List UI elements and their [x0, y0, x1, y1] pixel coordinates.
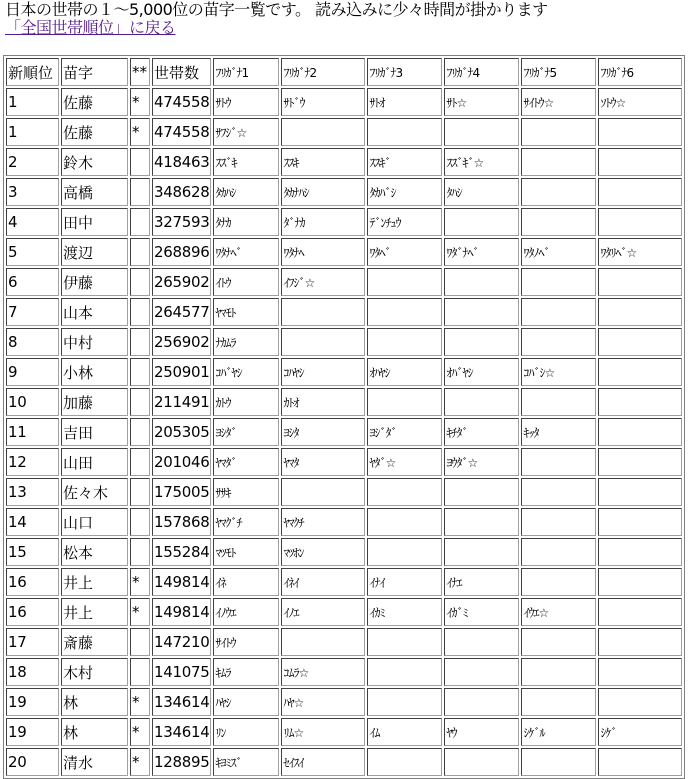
- cell-mark: [130, 328, 150, 356]
- page-intro-text: 日本の世帯の１～5,000位の苗字一覧です。 読み込みに少々時間が掛かります: [5, 0, 548, 19]
- cell-mark: [130, 358, 150, 386]
- cell-furigana-5: [521, 388, 596, 416]
- cell-surname: 佐々木: [61, 478, 128, 506]
- cell-furigana-6: [598, 418, 682, 446]
- cell-furigana-5: [521, 748, 596, 776]
- cell-furigana-5: [521, 148, 596, 176]
- cell-surname: 清水: [61, 748, 128, 776]
- cell-furigana-4: [444, 268, 519, 296]
- cell-households: 149814: [152, 598, 211, 626]
- table-row: [6, 448, 682, 476]
- cell-surname: 小林: [61, 358, 128, 386]
- cell-furigana-2: ﾔﾏﾀ: [281, 448, 365, 476]
- cell-mark: [130, 148, 150, 176]
- cell-furigana-3: ｲｶﾐ: [367, 598, 442, 626]
- cell-surname: 高橋: [61, 178, 128, 206]
- cell-mark: [130, 658, 150, 686]
- cell-furigana-2: ﾜﾀﾅﾍ: [281, 238, 365, 266]
- cell-furigana-4: [444, 298, 519, 326]
- cell-furigana-2: ﾀﾞﾅｶ: [281, 208, 365, 236]
- cell-furigana-2: [281, 118, 365, 146]
- cell-furigana-5: [521, 328, 596, 356]
- table-row: [6, 388, 682, 416]
- cell-furigana-1: ﾖｼﾀﾞ: [213, 418, 279, 446]
- cell-furigana-2: ﾏﾂﾎﾝ: [281, 538, 365, 566]
- cell-furigana-2: ﾖｼﾀ: [281, 418, 365, 446]
- cell-furigana-5: [521, 538, 596, 566]
- cell-mark: [130, 388, 150, 416]
- cell-furigana-5: [521, 178, 596, 206]
- cell-rank: 17: [6, 628, 59, 656]
- header-mark: **: [130, 58, 150, 86]
- cell-furigana-1: ﾜﾀﾅﾍﾞ: [213, 238, 279, 266]
- cell-furigana-3: [367, 538, 442, 566]
- cell-furigana-1: ﾅｶﾑﾗ: [213, 328, 279, 356]
- cell-households: 265902: [152, 268, 211, 296]
- cell-furigana-4: ｵﾊﾞﾔｼ: [444, 358, 519, 386]
- table-row: [6, 568, 682, 596]
- cell-furigana-4: [444, 208, 519, 236]
- cell-mark: [130, 508, 150, 536]
- cell-furigana-3: [367, 688, 442, 716]
- header-surname: 苗字: [61, 58, 128, 86]
- cell-surname: 林: [61, 688, 128, 716]
- header-furigana-1: ﾌﾘｶﾞﾅ1: [213, 58, 279, 86]
- cell-rank: 16: [6, 598, 59, 626]
- cell-mark: [130, 238, 150, 266]
- cell-households: 348628: [152, 178, 211, 206]
- cell-furigana-4: ｲｶﾞﾐ: [444, 598, 519, 626]
- cell-furigana-5: [521, 118, 596, 146]
- table-row: [6, 238, 682, 266]
- cell-households: 256902: [152, 328, 211, 356]
- cell-mark: [130, 178, 150, 206]
- cell-furigana-4: ｲﾅｴ: [444, 568, 519, 596]
- cell-furigana-1: ﾔﾏﾀﾞ: [213, 448, 279, 476]
- cell-furigana-4: ﾜﾀﾞﾅﾍﾞ: [444, 238, 519, 266]
- cell-furigana-5: [521, 688, 596, 716]
- cell-furigana-3: [367, 118, 442, 146]
- cell-furigana-5: [521, 508, 596, 536]
- cell-mark: *: [130, 568, 150, 596]
- cell-furigana-2: [281, 478, 365, 506]
- header-rank: 新順位: [6, 58, 59, 86]
- cell-furigana-2: ﾊﾔ☆: [281, 688, 365, 716]
- cell-furigana-4: [444, 508, 519, 536]
- cell-furigana-1: ﾔﾏﾓﾄ: [213, 298, 279, 326]
- cell-furigana-6: [598, 628, 682, 656]
- cell-furigana-3: ｻﾄｵ: [367, 88, 442, 116]
- cell-furigana-5: [521, 298, 596, 326]
- cell-surname: 山田: [61, 448, 128, 476]
- cell-furigana-2: ｺﾑﾗ☆: [281, 658, 365, 686]
- cell-rank: 1: [6, 118, 59, 146]
- cell-rank: 14: [6, 508, 59, 536]
- cell-households: 474558: [152, 88, 211, 116]
- cell-households: 250901: [152, 358, 211, 386]
- header-furigana-6: ﾌﾘｶﾞﾅ6: [598, 58, 682, 86]
- cell-mark: [130, 538, 150, 566]
- cell-furigana-4: ﾔｳ: [444, 718, 519, 746]
- cell-mark: [130, 268, 150, 296]
- cell-households: 268896: [152, 238, 211, 266]
- table-row: [6, 118, 682, 146]
- cell-furigana-1: ｲﾉｳｴ: [213, 598, 279, 626]
- table-header-row: [6, 58, 682, 86]
- cell-households: 134614: [152, 688, 211, 716]
- cell-mark: *: [130, 118, 150, 146]
- cell-furigana-3: ﾃﾞﾝﾁｭｳ: [367, 208, 442, 236]
- cell-rank: 20: [6, 748, 59, 776]
- cell-furigana-6: ｼｹﾞ: [598, 718, 682, 746]
- cell-surname: 林: [61, 718, 128, 746]
- cell-furigana-4: [444, 118, 519, 146]
- cell-rank: 7: [6, 298, 59, 326]
- cell-households: 128895: [152, 748, 211, 776]
- cell-furigana-6: ｿﾄｳ☆: [598, 88, 682, 116]
- cell-furigana-2: ｽｽｷ: [281, 148, 365, 176]
- cell-furigana-2: ﾘﾑ☆: [281, 718, 365, 746]
- cell-mark: [130, 628, 150, 656]
- cell-furigana-4: [444, 538, 519, 566]
- cell-mark: *: [130, 598, 150, 626]
- cell-furigana-6: [598, 178, 682, 206]
- cell-furigana-5: [521, 268, 596, 296]
- table-row: [6, 478, 682, 506]
- cell-rank: 9: [6, 358, 59, 386]
- cell-households: 264577: [152, 298, 211, 326]
- header-furigana-5: ﾌﾘｶﾞﾅ5: [521, 58, 596, 86]
- cell-furigana-3: ｵﾊﾔｼ: [367, 358, 442, 386]
- cell-furigana-6: [598, 748, 682, 776]
- cell-rank: 5: [6, 238, 59, 266]
- cell-mark: *: [130, 688, 150, 716]
- cell-furigana-1: ｻｲﾄｳ: [213, 628, 279, 656]
- cell-furigana-3: ﾀｶﾊﾞｼ: [367, 178, 442, 206]
- table-row: [6, 328, 682, 356]
- table-row: [6, 748, 682, 776]
- cell-furigana-2: ｲﾌｼﾞ☆: [281, 268, 365, 296]
- cell-rank: 2: [6, 148, 59, 176]
- cell-furigana-2: ｺﾊﾔｼ: [281, 358, 365, 386]
- cell-furigana-5: ｲｳｴ☆: [521, 598, 596, 626]
- cell-rank: 19: [6, 718, 59, 746]
- cell-rank: 3: [6, 178, 59, 206]
- cell-mark: *: [130, 748, 150, 776]
- cell-mark: [130, 298, 150, 326]
- cell-mark: [130, 208, 150, 236]
- cell-furigana-6: [598, 118, 682, 146]
- cell-mark: *: [130, 718, 150, 746]
- cell-surname: 中村: [61, 328, 128, 356]
- cell-furigana-5: [521, 628, 596, 656]
- cell-rank: 12: [6, 448, 59, 476]
- cell-furigana-6: [598, 358, 682, 386]
- header-furigana-3: ﾌﾘｶﾞﾅ3: [367, 58, 442, 86]
- cell-furigana-3: ｽｽｷﾞ: [367, 148, 442, 176]
- table-row: [6, 268, 682, 296]
- cell-furigana-5: [521, 478, 596, 506]
- cell-mark: [130, 448, 150, 476]
- cell-surname: 田中: [61, 208, 128, 236]
- cell-households: 149814: [152, 568, 211, 596]
- cell-furigana-4: ｷﾁﾀﾞ: [444, 418, 519, 446]
- header-furigana-4: ﾌﾘｶﾞﾅ4: [444, 58, 519, 86]
- cell-furigana-6: [598, 448, 682, 476]
- cell-furigana-3: [367, 658, 442, 686]
- surname-ranking-table: [3, 55, 685, 779]
- table-row: [6, 598, 682, 626]
- cell-households: 147210: [152, 628, 211, 656]
- cell-furigana-1: ﾔﾏｸﾞﾁ: [213, 508, 279, 536]
- cell-furigana-5: [521, 568, 596, 596]
- cell-surname: 斎藤: [61, 628, 128, 656]
- cell-furigana-4: [444, 628, 519, 656]
- cell-surname: 佐藤: [61, 88, 128, 116]
- cell-furigana-1: ｲﾄｳ: [213, 268, 279, 296]
- cell-surname: 松本: [61, 538, 128, 566]
- table-row: [6, 298, 682, 326]
- back-to-national-ranking-link[interactable]: 「全国世帯順位」に戻る: [5, 18, 176, 37]
- cell-furigana-1: ﾀﾅｶ: [213, 208, 279, 236]
- table-row: [6, 208, 682, 236]
- cell-furigana-4: ﾀﾊｼ: [444, 178, 519, 206]
- table-row: [6, 628, 682, 656]
- table-row: [6, 148, 682, 176]
- cell-furigana-5: [521, 448, 596, 476]
- cell-surname: 伊藤: [61, 268, 128, 296]
- cell-rank: 18: [6, 658, 59, 686]
- cell-furigana-1: ｲﾈ: [213, 568, 279, 596]
- cell-rank: 4: [6, 208, 59, 236]
- table-row: [6, 418, 682, 446]
- cell-furigana-1: ｻﾄｳ: [213, 88, 279, 116]
- header-households: 世帯数: [152, 58, 211, 86]
- table-row: [6, 508, 682, 536]
- cell-furigana-1: ﾊﾔｼ: [213, 688, 279, 716]
- cell-furigana-3: ﾖｼﾞﾀﾞ: [367, 418, 442, 446]
- cell-furigana-6: [598, 568, 682, 596]
- cell-furigana-2: ｲﾈｲ: [281, 568, 365, 596]
- cell-surname: 山本: [61, 298, 128, 326]
- cell-surname: 吉田: [61, 418, 128, 446]
- cell-rank: 1: [6, 88, 59, 116]
- cell-rank: 15: [6, 538, 59, 566]
- cell-furigana-6: [598, 148, 682, 176]
- cell-mark: [130, 478, 150, 506]
- cell-furigana-5: ｻｲﾄｳ☆: [521, 88, 596, 116]
- cell-furigana-1: ｻｻｷ: [213, 478, 279, 506]
- cell-furigana-3: ｲﾑ: [367, 718, 442, 746]
- cell-furigana-3: [367, 268, 442, 296]
- cell-furigana-6: [598, 538, 682, 566]
- cell-surname: 井上: [61, 568, 128, 596]
- cell-furigana-6: [598, 268, 682, 296]
- table-row: [6, 718, 682, 746]
- cell-furigana-5: ｼｹﾞﾙ: [521, 718, 596, 746]
- cell-furigana-3: [367, 478, 442, 506]
- cell-furigana-5: [521, 208, 596, 236]
- cell-surname: 井上: [61, 598, 128, 626]
- cell-furigana-6: [598, 208, 682, 236]
- cell-furigana-2: ｻﾄﾞｳ: [281, 88, 365, 116]
- cell-furigana-3: [367, 298, 442, 326]
- cell-surname: 渡辺: [61, 238, 128, 266]
- table-row: [6, 358, 682, 386]
- table-row: [6, 538, 682, 566]
- cell-furigana-4: [444, 688, 519, 716]
- cell-furigana-3: [367, 628, 442, 656]
- cell-furigana-1: ﾀｶﾊｼ: [213, 178, 279, 206]
- cell-households: 175005: [152, 478, 211, 506]
- cell-furigana-3: ﾔﾀﾞ☆: [367, 448, 442, 476]
- cell-households: 327593: [152, 208, 211, 236]
- cell-furigana-1: ｷﾖﾐｽﾞ: [213, 748, 279, 776]
- cell-surname: 佐藤: [61, 118, 128, 146]
- cell-furigana-3: [367, 388, 442, 416]
- cell-furigana-3: [367, 748, 442, 776]
- header-furigana-2: ﾌﾘｶﾞﾅ2: [281, 58, 365, 86]
- cell-furigana-6: [598, 688, 682, 716]
- cell-furigana-2: [281, 328, 365, 356]
- cell-households: 134614: [152, 718, 211, 746]
- table-row: [6, 658, 682, 686]
- cell-furigana-4: [444, 748, 519, 776]
- cell-households: 157868: [152, 508, 211, 536]
- cell-rank: 16: [6, 568, 59, 596]
- cell-furigana-1: ｶﾄｳ: [213, 388, 279, 416]
- cell-furigana-4: [444, 658, 519, 686]
- cell-furigana-5: ｷｯﾀ: [521, 418, 596, 446]
- cell-households: 418463: [152, 148, 211, 176]
- cell-surname: 山口: [61, 508, 128, 536]
- cell-rank: 8: [6, 328, 59, 356]
- cell-mark: *: [130, 88, 150, 116]
- cell-rank: 19: [6, 688, 59, 716]
- cell-households: 474558: [152, 118, 211, 146]
- cell-furigana-1: ﾘﾝ: [213, 718, 279, 746]
- cell-furigana-6: [598, 598, 682, 626]
- cell-households: 141075: [152, 658, 211, 686]
- cell-furigana-2: ｾｲｽｲ: [281, 748, 365, 776]
- cell-rank: 10: [6, 388, 59, 416]
- cell-furigana-4: [444, 388, 519, 416]
- cell-furigana-6: [598, 388, 682, 416]
- cell-furigana-5: ﾜﾀﾉﾍﾞ: [521, 238, 596, 266]
- cell-furigana-5: [521, 658, 596, 686]
- cell-rank: 11: [6, 418, 59, 446]
- cell-mark: [130, 418, 150, 446]
- cell-furigana-2: ｶﾄｵ: [281, 388, 365, 416]
- cell-furigana-2: ﾀｶﾅﾊｼ: [281, 178, 365, 206]
- cell-furigana-6: [598, 478, 682, 506]
- cell-rank: 6: [6, 268, 59, 296]
- cell-furigana-2: [281, 298, 365, 326]
- cell-furigana-4: ｽｽﾞｷﾞ☆: [444, 148, 519, 176]
- cell-rank: 13: [6, 478, 59, 506]
- cell-furigana-6: [598, 328, 682, 356]
- cell-furigana-1: ｽｽﾞｷ: [213, 148, 279, 176]
- cell-furigana-1: ﾏﾂﾓﾄ: [213, 538, 279, 566]
- cell-furigana-2: ｲﾉｴ: [281, 598, 365, 626]
- cell-furigana-3: ﾜﾀﾍﾞ: [367, 238, 442, 266]
- cell-surname: 鈴木: [61, 148, 128, 176]
- cell-furigana-5: ｺﾊﾞｼ☆: [521, 358, 596, 386]
- cell-surname: 木村: [61, 658, 128, 686]
- cell-furigana-3: [367, 328, 442, 356]
- cell-households: 205305: [152, 418, 211, 446]
- cell-furigana-2: ﾔﾏｸﾁ: [281, 508, 365, 536]
- cell-households: 211491: [152, 388, 211, 416]
- cell-furigana-4: ｻﾄ☆: [444, 88, 519, 116]
- cell-furigana-6: [598, 298, 682, 326]
- cell-households: 155284: [152, 538, 211, 566]
- table-row: [6, 178, 682, 206]
- cell-furigana-4: ﾖｳﾀﾞ☆: [444, 448, 519, 476]
- cell-furigana-2: [281, 628, 365, 656]
- cell-furigana-1: ｷﾑﾗ: [213, 658, 279, 686]
- cell-furigana-6: [598, 508, 682, 536]
- cell-furigana-1: ｻﾌｼﾞ☆: [213, 118, 279, 146]
- cell-furigana-1: ｺﾊﾞﾔｼ: [213, 358, 279, 386]
- cell-surname: 加藤: [61, 388, 128, 416]
- cell-furigana-3: [367, 508, 442, 536]
- cell-furigana-6: ﾜﾀﾘﾍﾞ☆: [598, 238, 682, 266]
- cell-households: 201046: [152, 448, 211, 476]
- cell-furigana-3: ｲﾅｲ: [367, 568, 442, 596]
- table-row: [6, 88, 682, 116]
- table-row: [6, 688, 682, 716]
- cell-furigana-4: [444, 328, 519, 356]
- cell-furigana-6: [598, 658, 682, 686]
- cell-furigana-4: [444, 478, 519, 506]
